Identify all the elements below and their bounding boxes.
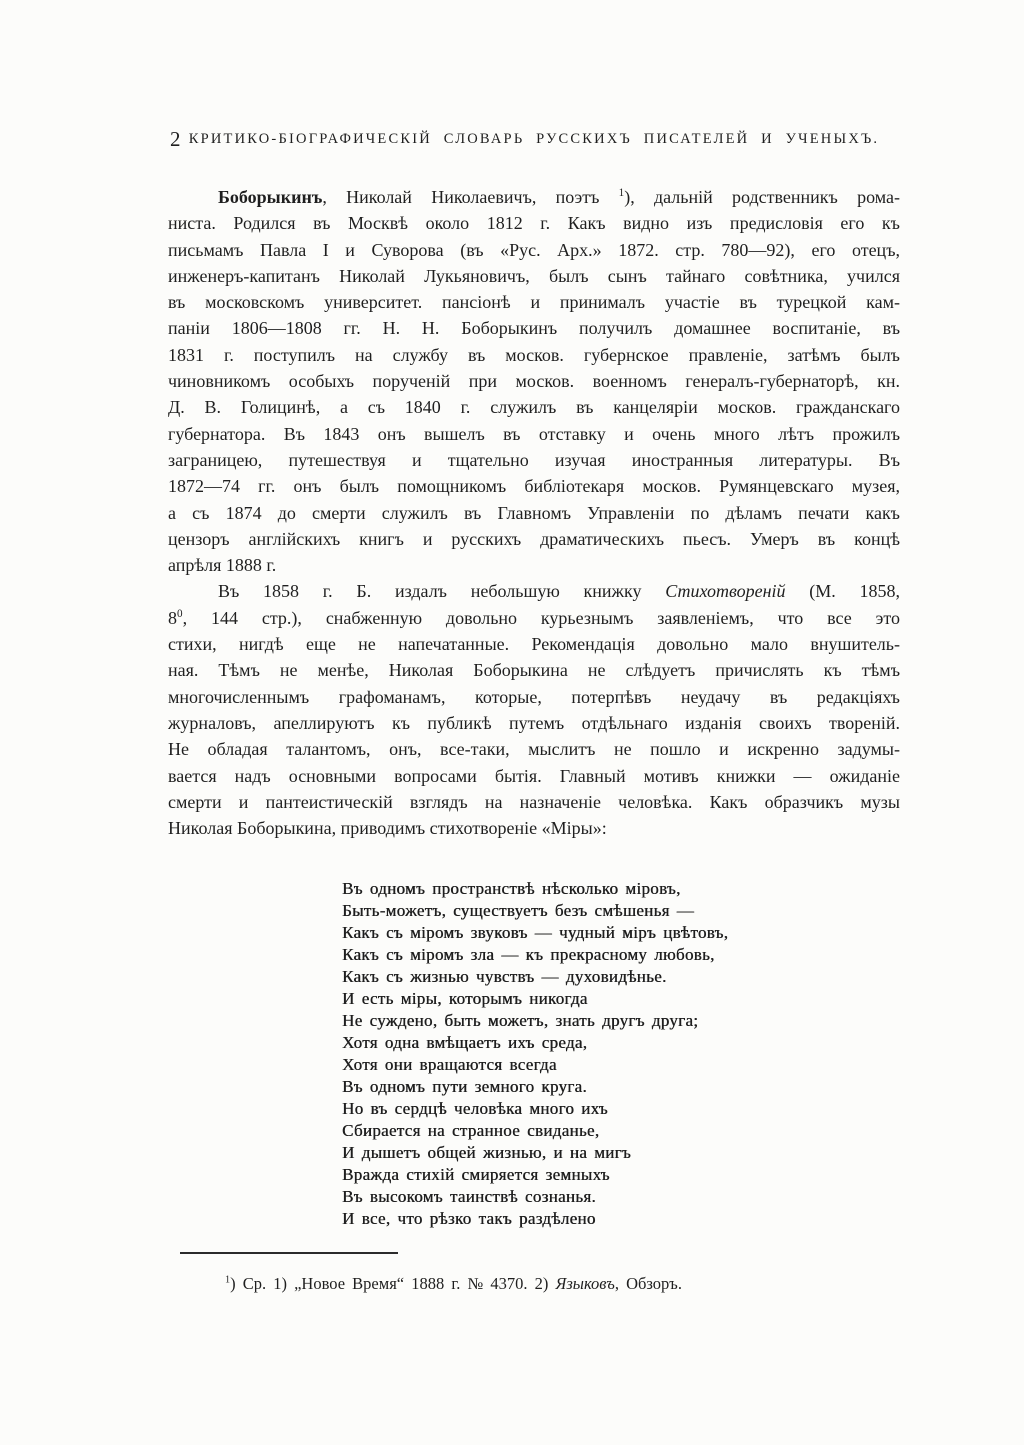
poem-line: Быть-можетъ, существуетъ безъ смѣшенья — [342,901,694,920]
body-line: $8^0$, 144 стр.), снабженную довольно курьезнымъ заявленіемъ, что все это [168,607,900,628]
poem-line: Не суждено, быть можетъ, знать другъ друга; [342,1011,699,1030]
body-line: письмамъ Павла I и Суворова (въ «Рус. Арх.» 1872. стр. 780—92), его отецъ, [168,239,900,260]
poem-line: Хотя одна вмѣщаетъ ихъ среда, [342,1033,588,1052]
poem-line: Сбирается на странное свиданье, [342,1121,600,1140]
body-line: Боборыкинъ, Николай Николаевичъ, поэтъ $^1$), дальній родственникъ рома- [218,187,900,207]
poem-line: И дышетъ общей жизнью, и на мигъ [342,1143,631,1162]
poem-line: Въ высокомъ таинствѣ сознанья. [342,1187,596,1206]
poem-line: И все, что рѣзко такъ раздѣлено [342,1209,596,1228]
body-line: Д. В. Голицинѣ, а съ 1840 г. служилъ въ канцеляріи москов. гражданскаго [168,397,900,418]
page-number: 2 [170,127,181,151]
body-line: инженеръ-капитанъ Николай Лукьяновичъ, былъ сынъ тайнаго совѣтника, учился [168,265,900,286]
footnote-line: $^1$) Ср. 1) „Новое Время“ 1888 г. № 4370. 2) Языковъ, Обзоръ. [225,1274,682,1293]
body-line: Николая Боборыкина, приводимъ стихотвореніе «Міры»: [168,818,607,839]
body-line: Въ 1858 г. Б. издалъ небольшую книжку Стихотвореній (М. 1858, [218,581,901,602]
body-line: Не обладая талантомъ, онъ, все-таки, мыслитъ не пошло и искренно задумы- [168,739,900,760]
article-body [168,184,900,841]
footnote-divider [180,1252,398,1254]
page-header [168,127,900,151]
body-line: чиновникомъ особыхъ порученій при москов. военномъ генералъ-губернаторѣ, кн. [168,371,900,392]
body-line: а съ 1874 до смерти служилъ въ Главномъ Управленіи по дѣламъ печати какъ [168,502,900,523]
running-title: КРИТИКО-БІОГРАФИЧЕСКІЙ СЛОВАРЬ РУССКИХЪ ПИСАТЕЛЕЙ И УЧЕНЫХЪ. [188,131,880,147]
body-line: въ московскомъ университет. пансіонѣ и принималъ участіе въ турецкой кам- [168,292,900,313]
body-line: ная. Тѣмъ не менѣе, Николая Боборыкина не слѣдуетъ причислять къ тѣмъ [168,660,900,681]
poem-line: И есть міры, которымъ никогда [342,989,588,1008]
body-line: стихи, нигдѣ еще не напечатанные. Рекомендація довольно мало внушитель- [168,634,900,655]
body-line: ниста. Родился въ Москвѣ около 1812 г. Какъ видно изъ предисловія его къ [168,213,900,234]
body-line: заграницею, путешествуя и тщательно изучая иностранныя литературы. Въ [168,449,900,470]
body-line: журналовъ, апеллируютъ къ публикѣ путемъ отдѣльнаго изданія своихъ твореній. [168,712,900,733]
poem-line: Въ одномъ пути земного круга. [342,1077,587,1096]
body-line: губернатора. Въ 1843 онъ вышелъ въ отставку и очень много лѣтъ прожилъ [168,423,900,444]
body-line: смерти и пантеистическій взглядъ на назначеніе человѣка. Какъ образчикъ музы [168,791,900,812]
poem-line: Вражда стихій смиряется земныхъ [342,1165,610,1184]
poem-line: Какъ съ міромъ зла — къ прекрасному любовь, [342,945,715,964]
body-line: многочисленнымъ графоманамъ, которые, потерпѣвъ неудачу въ редакціяхъ [168,686,900,707]
body-line: 1831 г. поступилъ на службу въ москов. губернское правленіе, затѣмъ былъ [168,344,900,365]
paragraph-biography [168,184,900,578]
poem-line: Въ одномъ пространствѣ нѣсколько міровъ, [342,879,681,898]
poem-line: Какъ съ жизнью чувствъ — духовидѣнье. [342,967,667,986]
paragraph-book-review [168,578,900,841]
poem-line: Но въ сердцѣ человѣка много ихъ [342,1099,608,1118]
body-line: паніи 1806—1808 гг. Н. Н. Боборыкинъ получилъ домашнее воспитаніе, въ [168,318,900,339]
body-line: 1872—74 гг. онъ былъ помощникомъ библіотекаря москов. Румянцевскаго музея, [168,476,900,497]
footnote [168,1272,900,1295]
body-line: цензоръ англійскихъ книгъ и русскихъ драматическихъ пьесъ. Умеръ въ концѣ [168,528,900,549]
poem-line: Какъ съ міромъ звуковъ — чудный міръ цвѣтовъ, [342,923,729,942]
body-line: вается надъ основными вопросами бытія. Главный мотивъ книжки — ожиданіе [168,765,900,786]
poem-miry [342,878,728,1230]
poem-line: Хотя они вращаются всегда [342,1055,557,1074]
body-line: апрѣля 1888 г. [168,555,277,576]
